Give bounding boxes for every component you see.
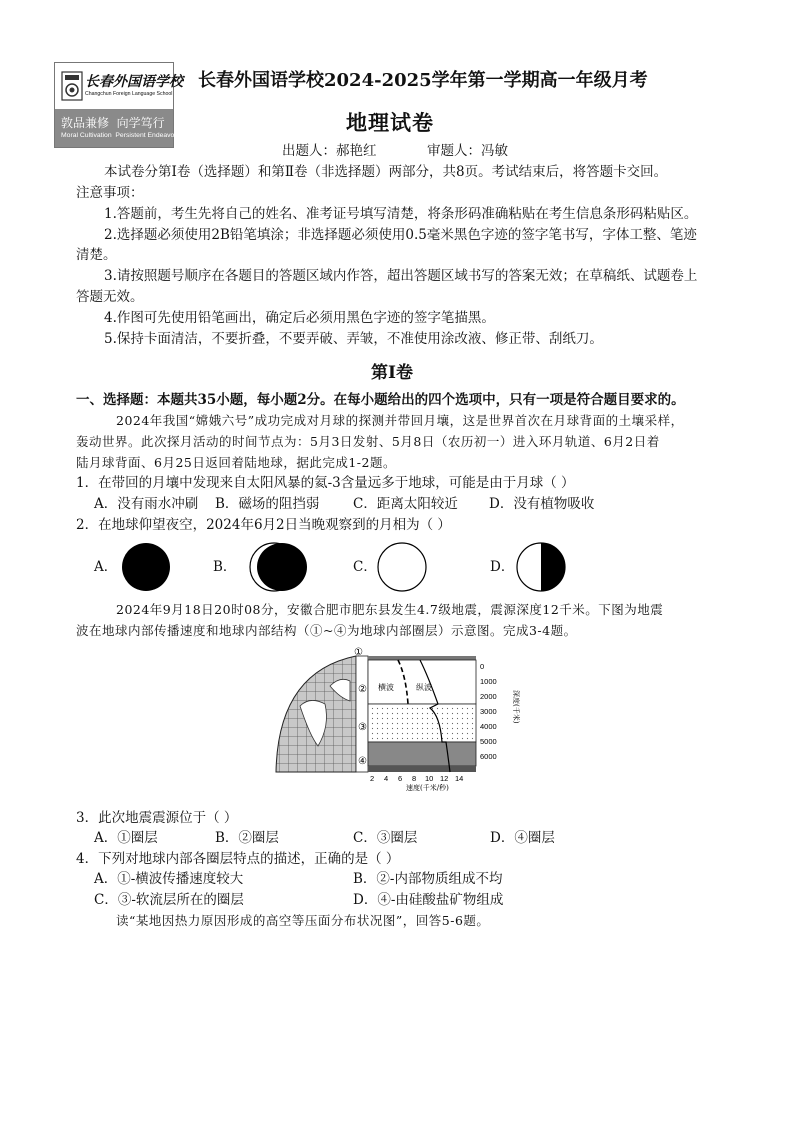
depth-tick: 5000 — [480, 737, 497, 746]
notice-item-3: 3.请按照题号顺序在各题目的答题区域内作答，超出答题区域书写的答案无效；在草稿纸、试题卷上 — [104, 268, 698, 284]
q1-option-d: D．没有植物吸收 — [489, 496, 595, 512]
logo-school-en: Changchun Foreign Language School — [85, 91, 173, 97]
q4-option-c: C．③-软流层所在的圈层 — [94, 892, 244, 908]
passage-1-line-2: 轰动世界。此次探月活动的时间节点为：5月3日发射、5月8日（农历初一）进入环月轨道、6月2日着 — [76, 434, 660, 449]
school-emblem-icon — [61, 71, 83, 101]
moon-new-icon — [121, 542, 171, 592]
q1-option-c: C．距离太阳较近 — [353, 496, 458, 512]
section-title: 第Ⅰ卷 — [371, 363, 413, 383]
question-1: 1．在带回的月壤中发现来自太阳风暴的氦-3含量远多于地球，可能是由于月球（ ） — [76, 475, 575, 491]
passage-2-line-2: 波在地球内部传播速度和地球内部结构（①~④为地球内部圈层）示意图。完成3-4题。 — [76, 623, 577, 638]
passage-3: 读“某地因热力原因形成的高空等压面分布状况图”，回答5-6题。 — [116, 913, 490, 928]
moon-crescent-icon — [247, 542, 311, 592]
depth-axis-label: 深度(千米) — [512, 690, 520, 724]
q2-option-b: B． — [213, 559, 237, 575]
layer-label-4: ④ — [358, 756, 367, 767]
question-3: 3．此次地震震源位于（ ） — [76, 810, 238, 826]
q1-option-a: A．没有雨水冲刷 — [94, 496, 199, 512]
earth-interior-figure — [270, 646, 530, 792]
logo-motto: 敦品兼修 向学笃行 — [61, 116, 165, 130]
q2-option-a: A． — [94, 559, 118, 575]
speed-tick: 12 — [440, 774, 449, 783]
q3-option-a: A．①圈层 — [94, 830, 158, 846]
notice-item-5: 5.保持卡面清洁，不要折叠，不要弄破、弄皱，不准使用涂改液、修正带、刮纸刀。 — [104, 331, 603, 347]
subject-title: 地理试卷 — [346, 110, 434, 135]
passage-2-line-1: 2024年9月18日20时08分，安徽合肥市肥东县发生4.7级地震，震源深度12千米。下图为地震 — [116, 602, 664, 617]
depth-tick: 1000 — [480, 677, 497, 686]
logo-motto-en: Moral Cultivation Persistent Endeavor — [61, 132, 177, 139]
moon-full-icon — [377, 542, 427, 592]
notice-heading: 注意事项： — [76, 185, 144, 201]
p-wave-label: 纵波 — [416, 683, 432, 692]
speed-axis-label: 速度(千米/秒) — [406, 784, 449, 792]
depth-tick: 2000 — [480, 692, 497, 701]
choice-instruction: 一、选择题：本题共35小题，每小题2分。在每小题给出的四个选项中，只有一项是符合题目要求的。 — [76, 392, 685, 408]
depth-tick: 3000 — [480, 707, 497, 716]
notice-item-1: 1.答题前，考生先将自己的姓名、准考证号填写清楚，将条形码准确粘贴在考生信息条形码粘贴区。 — [104, 206, 698, 222]
notice-item-4: 4.作图可先使用铅笔画出，确定后必须用黑色字迹的签字笔描黑。 — [104, 310, 495, 326]
reviewer-line: 审题人：冯敏 — [427, 143, 508, 159]
speed-tick: 8 — [412, 774, 417, 783]
q3-option-b: B．②圈层 — [215, 830, 279, 846]
notice-item-2: 2.选择题必须使用2B铅笔填涂；非选择题必须使用0.5毫米黑色字迹的签字笔书写，字体工整、笔迹 — [104, 227, 697, 243]
speed-tick: 10 — [425, 774, 434, 783]
layer-label-2: ② — [358, 684, 367, 695]
question-4: 4．下列对地球内部各圈层特点的描述，正确的是（ ） — [76, 851, 400, 867]
moon-quarter-icon — [516, 542, 566, 592]
q4-option-a: A．①-横波传播速度较大 — [94, 871, 244, 887]
q4-option-d: D．④-由硅酸盐矿物组成 — [353, 892, 504, 908]
question-2: 2．在地球仰望夜空，2024年6月2日当晚观察到的月相为（ ） — [76, 517, 451, 533]
notice-item-2-cont: 清楚。 — [76, 247, 117, 263]
depth-tick: 6000 — [480, 752, 497, 761]
logo-school-name: 长春外国语学校 — [85, 74, 183, 90]
q2-option-d: D． — [490, 559, 515, 575]
speed-tick: 2 — [370, 774, 375, 783]
notice-item-3-cont: 答题无效。 — [76, 289, 144, 305]
exam-title: 长春外国语学校2024-2025学年第一学期高一年级月考 — [198, 70, 648, 91]
author-line: 出题人：郝艳红 — [282, 143, 377, 159]
intro-text: 本试卷分第Ⅰ卷（选择题）和第Ⅱ卷（非选择题）两部分，共8页。考试结束后，将答题卡交回。 — [104, 164, 668, 180]
passage-1-line-3: 陆月球背面、6月25日返回着陆地球，据此完成1-2题。 — [76, 455, 396, 470]
passage-1-line-1: 2024年我国“嫦娥六号”成功完成对月球的探测并带回月壤，这是世界首次在月球背面的土壤采样， — [116, 413, 684, 428]
speed-tick: 6 — [398, 774, 403, 783]
speed-tick: 4 — [384, 774, 389, 783]
q4-option-b: B．②-内部物质组成不均 — [353, 871, 503, 887]
q1-option-b: B．磁场的阻挡弱 — [215, 496, 320, 512]
layer-label-1: ① — [354, 647, 363, 658]
q3-option-d: D．④圈层 — [490, 830, 555, 846]
q3-option-c: C．③圈层 — [353, 830, 418, 846]
q2-option-c: C． — [353, 559, 377, 575]
depth-tick: 4000 — [480, 722, 497, 731]
s-wave-label: 横波 — [378, 683, 394, 692]
layer-label-3: ③ — [358, 722, 367, 733]
depth-tick: 0 — [480, 662, 485, 671]
school-logo — [54, 62, 183, 148]
speed-tick: 14 — [455, 774, 464, 783]
